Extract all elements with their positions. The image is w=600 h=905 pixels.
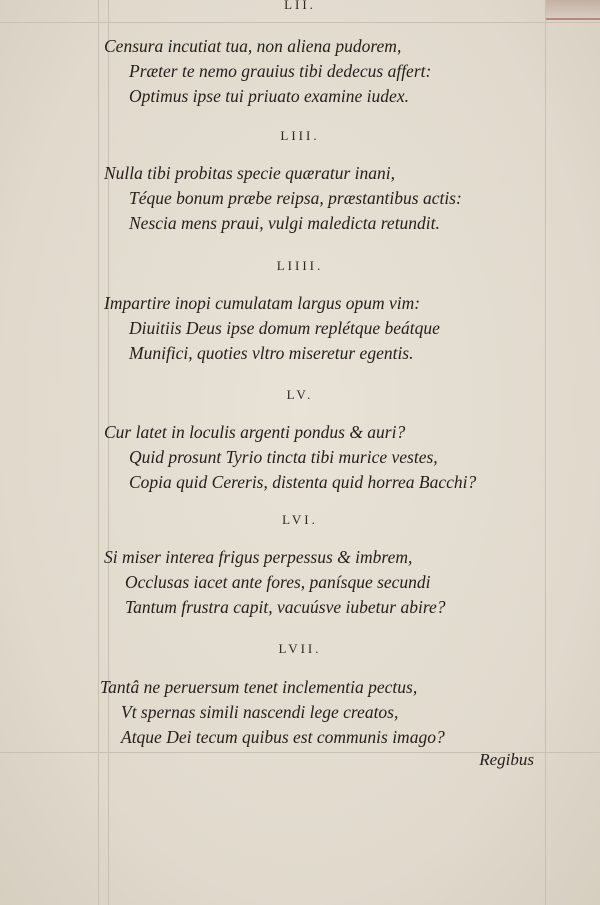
verse-line: Nescia mens praui, vulgi maledicta retundit. xyxy=(129,213,440,233)
stanza-number: LVII. xyxy=(278,641,322,656)
verse-line: Tantum frustra capit, vacuúsve iubetur abire? xyxy=(125,597,446,617)
verse-line: Munifici, quoties vltro miseretur egentis. xyxy=(129,343,414,363)
verse-line: Præter te nemo grauius tibi dedecus affert: xyxy=(129,61,432,81)
verse-line: Impartire inopi cumulatam largus opum vim: xyxy=(104,293,421,313)
stanza-number: LV. xyxy=(286,387,314,402)
verse-line: Tantâ ne peruersum tenet inclementia pectus, xyxy=(100,677,418,697)
verse-line: Optimus ipse tui priuato examine iudex. xyxy=(129,86,409,106)
top-fold-line xyxy=(0,22,600,23)
stanza-number: LVI. xyxy=(282,512,318,527)
verse-line: Copia quid Cereris, distenta quid horrea Bacchi? xyxy=(129,472,477,492)
verse-line: Occlusas iacet ante fores, panísque secundi xyxy=(125,572,431,592)
verse-line: Téque bonum præbe reipsa, præstantibus actis: xyxy=(129,188,462,208)
verse-line: Nulla tibi probitas specie quæratur inani, xyxy=(104,163,396,183)
verse-line: Diuitiis Deus ipse domum replétque beátque xyxy=(129,318,440,338)
verse-line: Quid prosunt Tyrio tincta tibi murice vestes, xyxy=(129,447,438,467)
stanza-number: LIIII. xyxy=(276,258,324,273)
verse-line: Atque Dei tecum quibus est communis imago? xyxy=(121,727,445,747)
verse-line: Cur latet in loculis argenti pondus & auri? xyxy=(104,422,406,442)
stanza-number: LII. xyxy=(284,0,316,12)
catchword: Regibus xyxy=(479,750,534,769)
verse-line: Si miser interea frigus perpessus & imbrem, xyxy=(104,547,413,567)
verse-line: Censura incutiat tua, non aliena pudorem, xyxy=(104,36,402,56)
stanza-number: LIII. xyxy=(280,128,320,143)
verse-line: Vt spernas simili nascendi lege creatos, xyxy=(121,702,399,722)
